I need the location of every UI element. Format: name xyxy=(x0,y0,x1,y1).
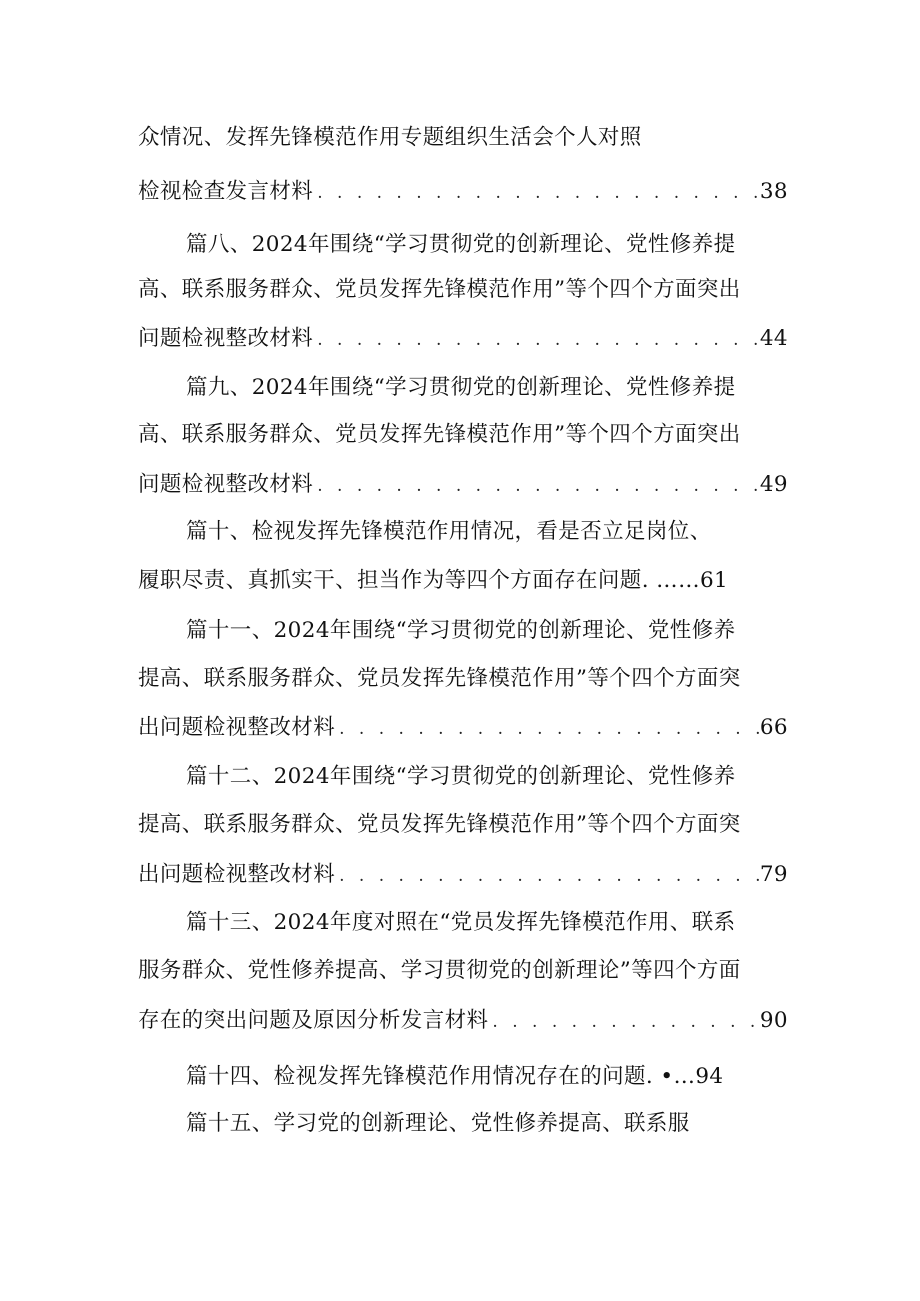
toc-page-number: 44 xyxy=(759,326,788,351)
toc-entry-text-line: 服务群众、党性修养提高、学习贯彻党的创新理论”等四个方面 xyxy=(138,958,741,983)
toc-entry-text-line: 篇九、2024年围绕“学习贯彻党的创新理论、党性修养提 xyxy=(186,375,736,400)
toc-leader-dots xyxy=(488,1002,759,1042)
toc-entry-text-line: 篇十三、2024年度对照在“党员发挥先锋模范作用、联系 xyxy=(186,910,736,935)
toc-page-number: 66 xyxy=(759,715,788,740)
toc-leader-dots xyxy=(335,856,760,896)
toc-page-number: 49 xyxy=(759,472,788,497)
toc-entry-title-end: 存在的突出问题及原因分析发言材料 xyxy=(138,1008,489,1033)
toc-leader-dots xyxy=(313,466,760,506)
toc-entry-text-line: 提高、联系服务群众、党员发挥先锋模范作用”等个四个方面突 xyxy=(138,812,741,837)
toc-leader-dots xyxy=(335,709,760,749)
toc-leader-dots xyxy=(313,173,760,213)
toc-entry-last-line[interactable]: 履职尽责、真抓实干、担当作为等四个方面存在问题. ……61 xyxy=(138,568,729,593)
toc-leader-dots xyxy=(313,320,760,360)
toc-entry-text-line: 篇十二、2024年围绕“学习贯彻党的创新理论、党性修养 xyxy=(186,764,736,789)
toc-page-number: 38 xyxy=(759,179,788,204)
toc-entry-text-line: 篇十一、2024年围绕“学习贯彻党的创新理论、党性修养 xyxy=(186,618,736,643)
toc-entry-title-end: 出问题检视整改材料 xyxy=(138,715,336,740)
toc-entry-last-line[interactable] xyxy=(138,855,788,895)
toc-entry-text-line: 篇八、2024年围绕“学习贯彻党的创新理论、党性修养提 xyxy=(186,232,736,257)
toc-entry-title-end: 问题检视整改材料 xyxy=(138,326,314,351)
toc-page-number: 90 xyxy=(759,1008,788,1033)
toc-entry-text-line: 提高、联系服务群众、党员发挥先锋模范作用”等个四个方面突 xyxy=(138,666,741,691)
toc-entry-text-line: 篇十、检视发挥先锋模范作用情况，看是否立足岗位、 xyxy=(186,519,712,544)
toc-entry-title-end: 检视检查发言材料 xyxy=(138,179,314,204)
toc-entry-last-line[interactable] xyxy=(138,319,788,359)
toc-entry-text-line: 高、联系服务群众、党员发挥先锋模范作用”等个四个方面突出 xyxy=(138,277,741,302)
toc-entry-title-end: 问题检视整改材料 xyxy=(138,472,314,497)
toc-entry-last-line[interactable] xyxy=(138,1001,788,1041)
toc-entry-text-line: 篇十五、学习党的创新理论、党性修养提高、联系服 xyxy=(186,1111,690,1136)
toc-entry-last-line[interactable]: 篇十四、检视发挥先锋模范作用情况存在的问题. •…94 xyxy=(186,1064,724,1089)
toc-entry-text-line: 高、联系服务群众、党员发挥先锋模范作用”等个四个方面突出 xyxy=(138,422,741,447)
toc-entry-title-end: 出问题检视整改材料 xyxy=(138,862,336,887)
toc-page-number: 79 xyxy=(759,862,788,887)
toc-entry-last-line[interactable] xyxy=(138,708,788,748)
toc-entry-text-line: 众情况、发挥先锋模范作用专题组织生活会个人对照 xyxy=(138,125,642,150)
toc-entry-last-line[interactable] xyxy=(138,172,788,212)
toc-entry-last-line[interactable] xyxy=(138,465,788,505)
